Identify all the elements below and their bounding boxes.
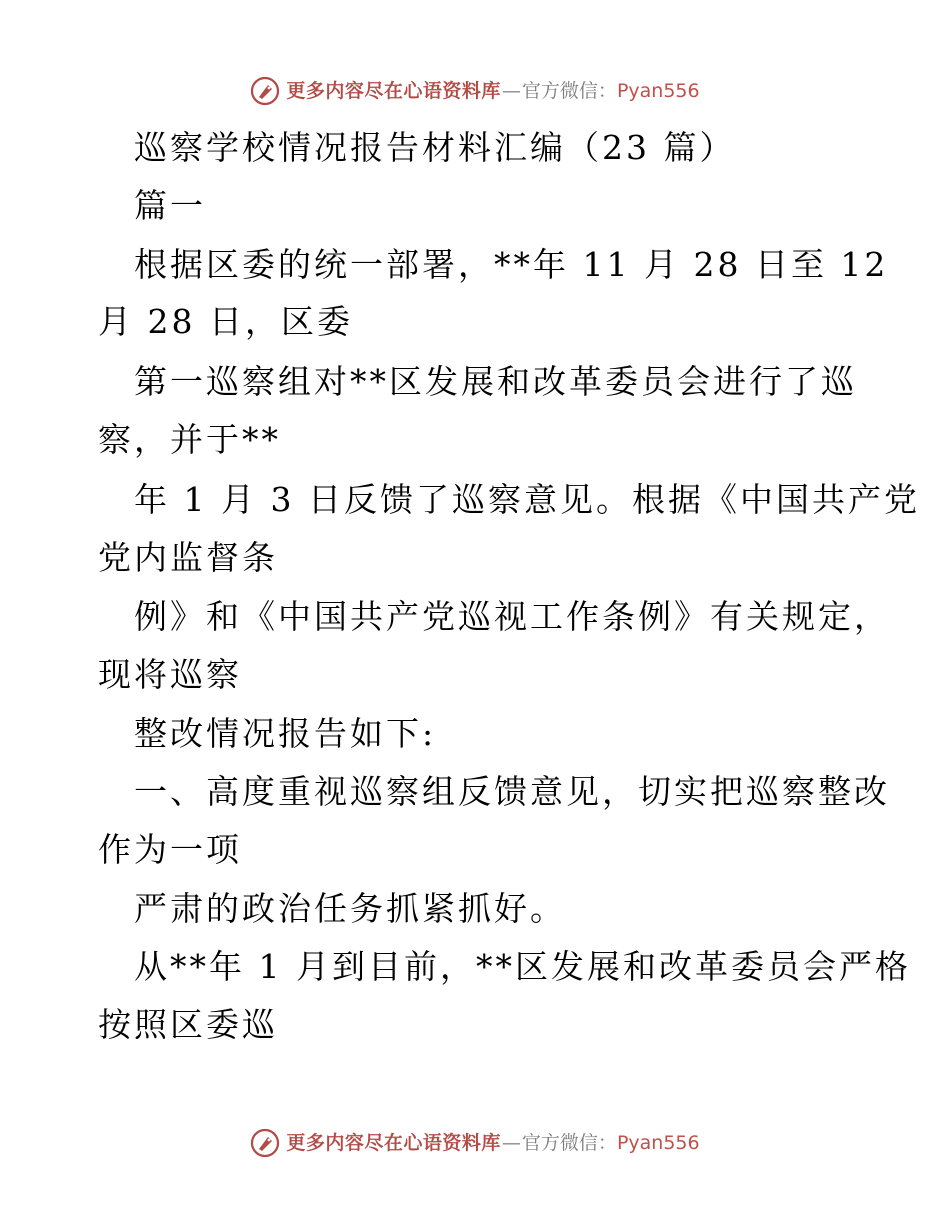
pen-nib-logo-icon	[250, 1128, 280, 1158]
pen-nib-logo-icon	[250, 76, 280, 106]
footer-watermark	[0, 1128, 950, 1158]
paragraph-line: 整改情况报告如下:	[134, 714, 437, 753]
paragraph-line: 现将巡察	[98, 655, 242, 694]
watermark-text: 更多内容尽在心语资料库	[286, 80, 501, 102]
watermark-id: Pyan556	[616, 1132, 700, 1154]
watermark-label: 官方微信：	[521, 1132, 617, 1154]
watermark-separator: —	[501, 80, 521, 102]
paragraph-line: 从**年 1 月到目前，**区发展和改革委员会严格	[134, 947, 911, 986]
paragraph-line: 年 1 月 3 日反馈了巡察意见。根据《中国共产党	[134, 480, 920, 519]
header-watermark	[0, 76, 950, 106]
section-heading: 篇一	[134, 186, 206, 225]
paragraph-line: 作为一项	[98, 830, 242, 869]
paragraph-line: 按照区委巡	[98, 1005, 278, 1044]
document-title: 巡察学校情况报告材料汇编（23 篇）	[134, 128, 736, 167]
watermark-separator: —	[501, 1132, 521, 1154]
paragraph-line: 一、高度重视巡察组反馈意见，切实把巡察整改	[134, 772, 890, 811]
paragraph-line: 根据区委的统一部署，**年 11 月 28 日至 12	[134, 245, 889, 284]
paragraph-line: 第一巡察组对**区发展和改革委员会进行了巡	[134, 362, 857, 401]
watermark-label: 官方微信：	[521, 80, 617, 102]
paragraph-line: 党内监督条	[98, 538, 278, 577]
paragraph-line: 察，并于**	[98, 420, 281, 459]
watermark-id: Pyan556	[616, 80, 700, 102]
paragraph-line: 例》和《中国共产党巡视工作条例》有关规定，	[134, 597, 890, 636]
watermark-text: 更多内容尽在心语资料库	[286, 1132, 501, 1154]
paragraph-line: 严肃的政治任务抓紧抓好。	[134, 889, 566, 928]
paragraph-line: 月 28 日，区委	[98, 302, 353, 341]
